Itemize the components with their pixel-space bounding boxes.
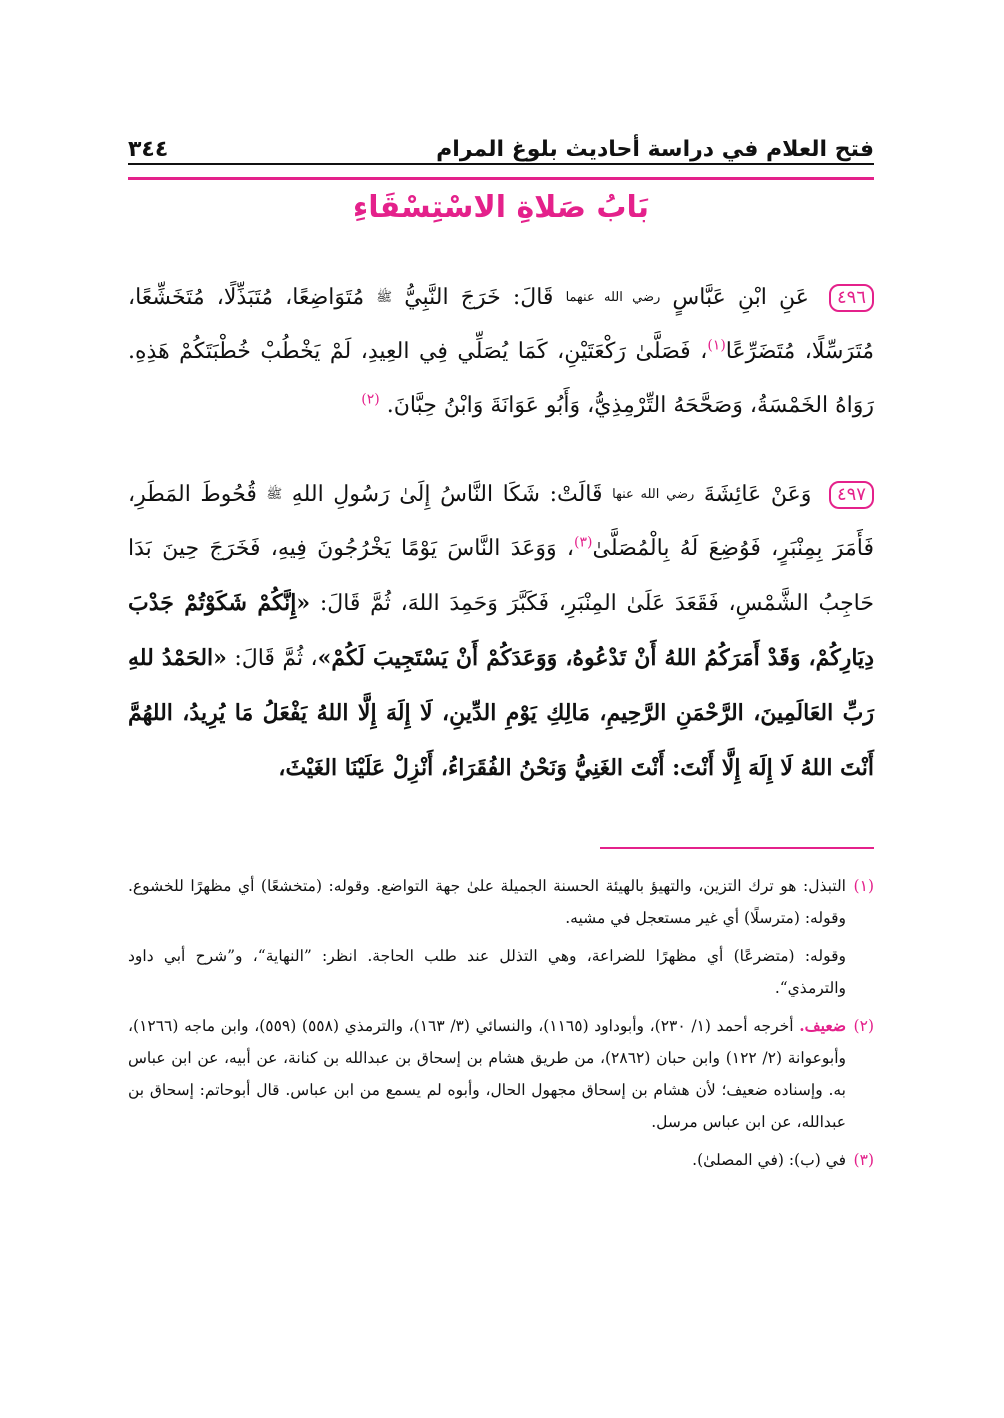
- footnotes: [128, 870, 874, 1182]
- running-header: [128, 118, 874, 162]
- accent-divider: [128, 177, 874, 180]
- hadith-text: قَالَ: خَرَجَ النَّبِيُّ: [404, 285, 554, 310]
- hadith-number-badge: ٤٩٦: [829, 284, 874, 312]
- footnote-text: وقوله: (متضرعًا) أي مظهرًا للضراعة، وهي التذلل عند طلب الحاجة. انظر: ”النهاية“، و”شرح أبي داود والترمذي“.: [128, 947, 846, 997]
- hadith-text: ، فَصَلَّىٰ رَكْعَتَيْنِ، كَمَا يُصَلِّي فِي العِيدِ، لَمْ يَخْطُبْ خُطْبَتَكُمْ هَذِهِ. رَوَاهُ الخَمْسَةُ، وَصَحَّحَهُ التِّرْمِذِيُّ، وَأَبُو عَوَانَةَ وَابْنُ حِبَّانَ.: [128, 339, 874, 418]
- hadith-text: قَالَتْ: شَكَا النَّاسُ إِلَىٰ رَسُولِ اللهِ: [291, 482, 603, 507]
- page-number: ٣٤٤: [128, 137, 169, 162]
- hadith-text: ، وَوَعَدَ النَّاسَ يَوْمًا يَخْرُجُونَ فِيهِ، فَخَرَجَ حِينَ بَدَا حَاجِبُ الشَّمْسِ، فَقَعَدَ عَلَىٰ المِنْبَرِ، فَكَبَّرَ وَحَمِدَ اللهَ، ثُمَّ قَالَ:: [128, 536, 874, 616]
- hadith-text: وَعَنْ عَائِشَةَ: [703, 482, 812, 507]
- hadith-number-badge: ٤٩٧: [829, 481, 874, 509]
- honorific-glyph: رضي الله عنهما: [565, 290, 661, 305]
- hadith-text: عَنِ ابْنِ عَبَّاسٍ: [672, 285, 809, 310]
- footnote-text: أخرجه أحمد (١/ ٢٣٠)، وأبوداود (١١٦٥)، والنسائي (٣/ ١٦٣)، والترمذي (٥٥٨) (٥٥٩)، وابن ماجه (١٢٦٦)، وأبوعوانة (٢/ ١٢٢) وابن حبان (٢٨٦٢)، من طريق هشام بن إسحاق بن عبدالله بن كنانة، عن أبيه، عن ابن عباس به. وإسناده ضعيف؛ لأن هشام بن إسحاق مجهول الحال، وأبوه لم يسمع من ابن عباس. قال أبوحاتم: إسحاق بن عبدالله، عن ابن عباس مرسل.: [128, 1017, 846, 1131]
- prophetic-speech: «إِنَّكُمْ شَكَوْتُمْ جَدْبَ دِيَارِكُمْ، وَقَدْ أَمَرَكُمُ اللهُ أَنْ تَدْعُوهُ، وَوَعَدَكُمْ أَنْ يَسْتَجِيبَ لَكُمْ»: [128, 590, 874, 671]
- footnote-text: في (ب): (في المصلىٰ).: [692, 1151, 846, 1169]
- book-title: فتح العلام في دراسة أحاديث بلوغ المرام: [436, 137, 874, 162]
- footnote-ref-1[interactable]: (١): [707, 337, 726, 354]
- footnote-ref-2[interactable]: (٢): [361, 391, 380, 408]
- chapter-title: بَابُ صَلاةِ الاسْتِسْقَاءِ: [352, 190, 650, 225]
- honorific-glyph: رضي الله عنها: [612, 487, 695, 502]
- footnote-2: [128, 1010, 874, 1138]
- footnote-3: [128, 1144, 874, 1176]
- footnote-number: (٣): [853, 1151, 874, 1169]
- prophetic-speech: «الحَمْدُ للهِ رَبِّ العَالَمِينَ، الرَّحْمَنِ الرَّحِيمِ، مَالِكِ يَوْمِ الدِّينِ، لَا إِلَهَ إِلَّا اللهُ يَفْعَلُ مَا يُرِيدُ، اللهُمَّ أَنْتَ اللهُ لَا إِلَهَ إِلَّا أَنْتَ: أَنْتَ الغَنِيُّ وَنَحْنُ الفُقَرَاءُ، أَنْزِلْ عَلَيْنَا الغَيْثَ،: [128, 645, 874, 781]
- header-divider: [128, 163, 874, 165]
- footnote-1: [128, 870, 874, 1004]
- footnote-number: (١): [853, 877, 874, 895]
- hadith-text: مُتَوَاضِعًا، مُتَبَذِّلًا، مُتَخَشِّعًا، مُتَرَسِّلًا، مُتَضَرِّعًا: [128, 285, 875, 364]
- footnote-number: (٢): [853, 1017, 874, 1035]
- footnote-text: التبذل: هو ترك التزين، والتهيؤ بالهيئة الحسنة الجميلة علىٰ جهة التواضع. وقوله: (متخشعًا) أي مظهرًا للخشوع. وقوله: (مترسلًا) أي غير مستعجل في مشيه.: [128, 877, 846, 927]
- salutation-glyph: ﷺ: [376, 290, 393, 305]
- salutation-glyph: ﷺ: [266, 487, 283, 502]
- hadith-text: قُحُوطَ المَطَرِ، فَأَمَرَ بِمِنْبَرٍ، فَوُضِعَ لَهُ بِالْمُصَلَّىٰ: [128, 482, 874, 561]
- footnote-ref-3[interactable]: (٣): [574, 534, 593, 551]
- hadith-496-paragraph: [128, 271, 874, 433]
- hadith-497-paragraph: [128, 468, 874, 796]
- hadith-text: ، ثُمَّ قَالَ:: [234, 646, 318, 671]
- grading-label: ضعيف.: [799, 1016, 846, 1035]
- footnote-separator: [600, 847, 874, 849]
